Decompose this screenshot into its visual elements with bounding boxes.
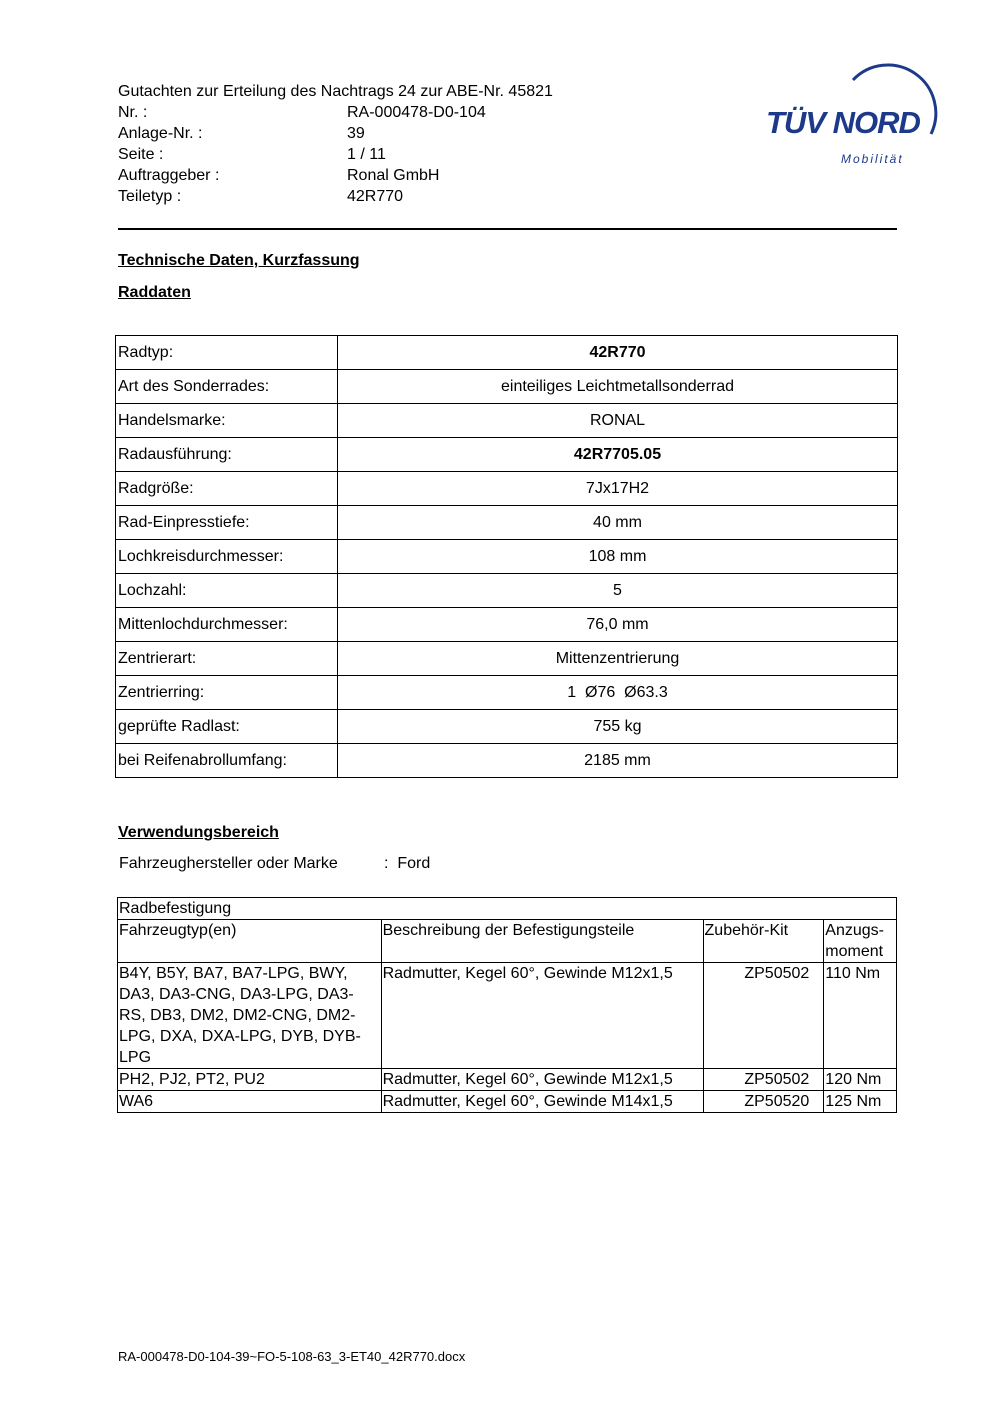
table-title: Radbefestigung bbox=[118, 898, 897, 920]
cell-description: Radmutter, Kegel 60°, Gewinde M14x1,5 bbox=[381, 1091, 703, 1113]
row-value: RONAL bbox=[338, 404, 898, 438]
row-value: 40 mm bbox=[338, 506, 898, 540]
cell-description: Radmutter, Kegel 60°, Gewinde M12x1,5 bbox=[381, 963, 703, 1069]
row-key: Lochkreisdurchmesser: bbox=[116, 540, 338, 574]
section-title: Technische Daten, Kurzfassung bbox=[118, 252, 360, 269]
header-row-auftraggeber bbox=[118, 165, 553, 186]
row-value: 42R7705.05 bbox=[338, 438, 898, 472]
header-row-seite bbox=[118, 144, 553, 165]
table-row bbox=[118, 1069, 897, 1091]
table-row bbox=[116, 336, 898, 370]
header-row-nr bbox=[118, 102, 553, 123]
row-key: Radausführung: bbox=[116, 438, 338, 472]
row-key: Zentrierring: bbox=[116, 676, 338, 710]
hersteller-label: Fahrzeughersteller oder Marke bbox=[119, 855, 338, 872]
cell-description: Radmutter, Kegel 60°, Gewinde M12x1,5 bbox=[381, 1069, 703, 1091]
table-row bbox=[118, 963, 897, 1069]
table-row bbox=[116, 744, 898, 778]
header-label: Nr. : bbox=[118, 104, 148, 121]
header-value: 42R770 bbox=[347, 188, 404, 205]
row-value: 1 Ø76 Ø63.3 bbox=[338, 676, 898, 710]
logo-brand: TÜV NORD bbox=[766, 105, 920, 140]
row-value: 108 mm bbox=[338, 540, 898, 574]
row-value: einteiliges Leichtmetallsonderrad bbox=[338, 370, 898, 404]
row-key: Handelsmarke: bbox=[116, 404, 338, 438]
row-key: bei Reifenabrollumfang: bbox=[116, 744, 338, 778]
table-row bbox=[116, 710, 898, 744]
table-row bbox=[116, 370, 898, 404]
cell-types: PH2, PJ2, PT2, PU2 bbox=[118, 1069, 382, 1091]
cell-types: B4Y, B5Y, BA7, BA7-LPG, BWY, DA3, DA3-CNG, DA3-LPG, DA3-RS, DB3, DM2, DM2-CNG, DM2-LPG, DXA, DXA-LPG, DYB, DYB-LPG bbox=[118, 963, 382, 1069]
header-value: RA-000478-D0-104 bbox=[347, 104, 486, 121]
table-row bbox=[116, 574, 898, 608]
row-value: 76,0 mm bbox=[338, 608, 898, 642]
row-key: Art des Sonderrades: bbox=[116, 370, 338, 404]
document-header bbox=[118, 81, 553, 207]
table-row bbox=[116, 608, 898, 642]
table-row bbox=[116, 642, 898, 676]
table-row bbox=[116, 472, 898, 506]
row-value: 7Jx17H2 bbox=[338, 472, 898, 506]
header-value: Ronal GmbH bbox=[347, 167, 440, 184]
hersteller-value: : Ford bbox=[384, 855, 431, 872]
row-value: 5 bbox=[338, 574, 898, 608]
row-value: 2185 mm bbox=[338, 744, 898, 778]
footer-filename: RA-000478-D0-104-39~FO-5-108-63_3-ET40_42R770.docx bbox=[118, 1349, 466, 1364]
table-header-row bbox=[118, 920, 897, 963]
table-row bbox=[116, 404, 898, 438]
row-key: Radtyp: bbox=[116, 336, 338, 370]
table-row bbox=[116, 506, 898, 540]
cell-torque: 125 Nm bbox=[824, 1091, 897, 1113]
cell-torque: 120 Nm bbox=[824, 1069, 897, 1091]
header-value: 39 bbox=[347, 125, 365, 142]
tuv-nord-logo bbox=[765, 58, 945, 173]
header-label: Auftraggeber : bbox=[118, 167, 220, 184]
cell-kit: ZP50502 bbox=[703, 963, 824, 1069]
cell-kit: ZP50502 bbox=[703, 1069, 824, 1091]
header-divider bbox=[118, 228, 897, 230]
table-title-row bbox=[118, 898, 897, 920]
header-row-anlage bbox=[118, 123, 553, 144]
row-value: 755 kg bbox=[338, 710, 898, 744]
row-key: Mittenlochdurchmesser: bbox=[116, 608, 338, 642]
befestigung-table bbox=[117, 897, 897, 1113]
section-subtitle: Raddaten bbox=[118, 284, 191, 301]
column-header: Fahrzeugtyp(en) bbox=[118, 920, 382, 963]
row-key: Zentrierart: bbox=[116, 642, 338, 676]
row-key: Rad-Einpresstiefe: bbox=[116, 506, 338, 540]
cell-kit: ZP50520 bbox=[703, 1091, 824, 1113]
header-value: 1 / 11 bbox=[347, 146, 386, 163]
table-row bbox=[118, 1091, 897, 1113]
row-key: geprüfte Radlast: bbox=[116, 710, 338, 744]
column-header: Beschreibung der Befestigungsteile bbox=[381, 920, 703, 963]
header-label: Anlage-Nr. : bbox=[118, 125, 203, 142]
hersteller-line bbox=[119, 855, 430, 873]
row-value: Mittenzentrierung bbox=[338, 642, 898, 676]
table-row bbox=[116, 676, 898, 710]
raddaten-table bbox=[115, 335, 898, 778]
header-label: Teiletyp : bbox=[118, 188, 182, 205]
cell-types: WA6 bbox=[118, 1091, 382, 1113]
logo-subtitle: Mobilität bbox=[841, 152, 904, 166]
column-header: Anzugs- moment bbox=[824, 920, 897, 963]
header-row-teiletyp bbox=[118, 186, 553, 207]
section-title-verwendung: Verwendungsbereich bbox=[118, 824, 279, 841]
header-label: Seite : bbox=[118, 146, 164, 163]
table-row bbox=[116, 438, 898, 472]
row-key: Radgröße: bbox=[116, 472, 338, 506]
document-title: Gutachten zur Erteilung des Nachtrags 24 zur ABE-Nr. 45821 bbox=[118, 83, 553, 100]
cell-torque: 110 Nm bbox=[824, 963, 897, 1069]
row-key: Lochzahl: bbox=[116, 574, 338, 608]
row-value: 42R770 bbox=[338, 336, 898, 370]
column-header: Zubehör-Kit bbox=[703, 920, 824, 963]
table-row bbox=[116, 540, 898, 574]
